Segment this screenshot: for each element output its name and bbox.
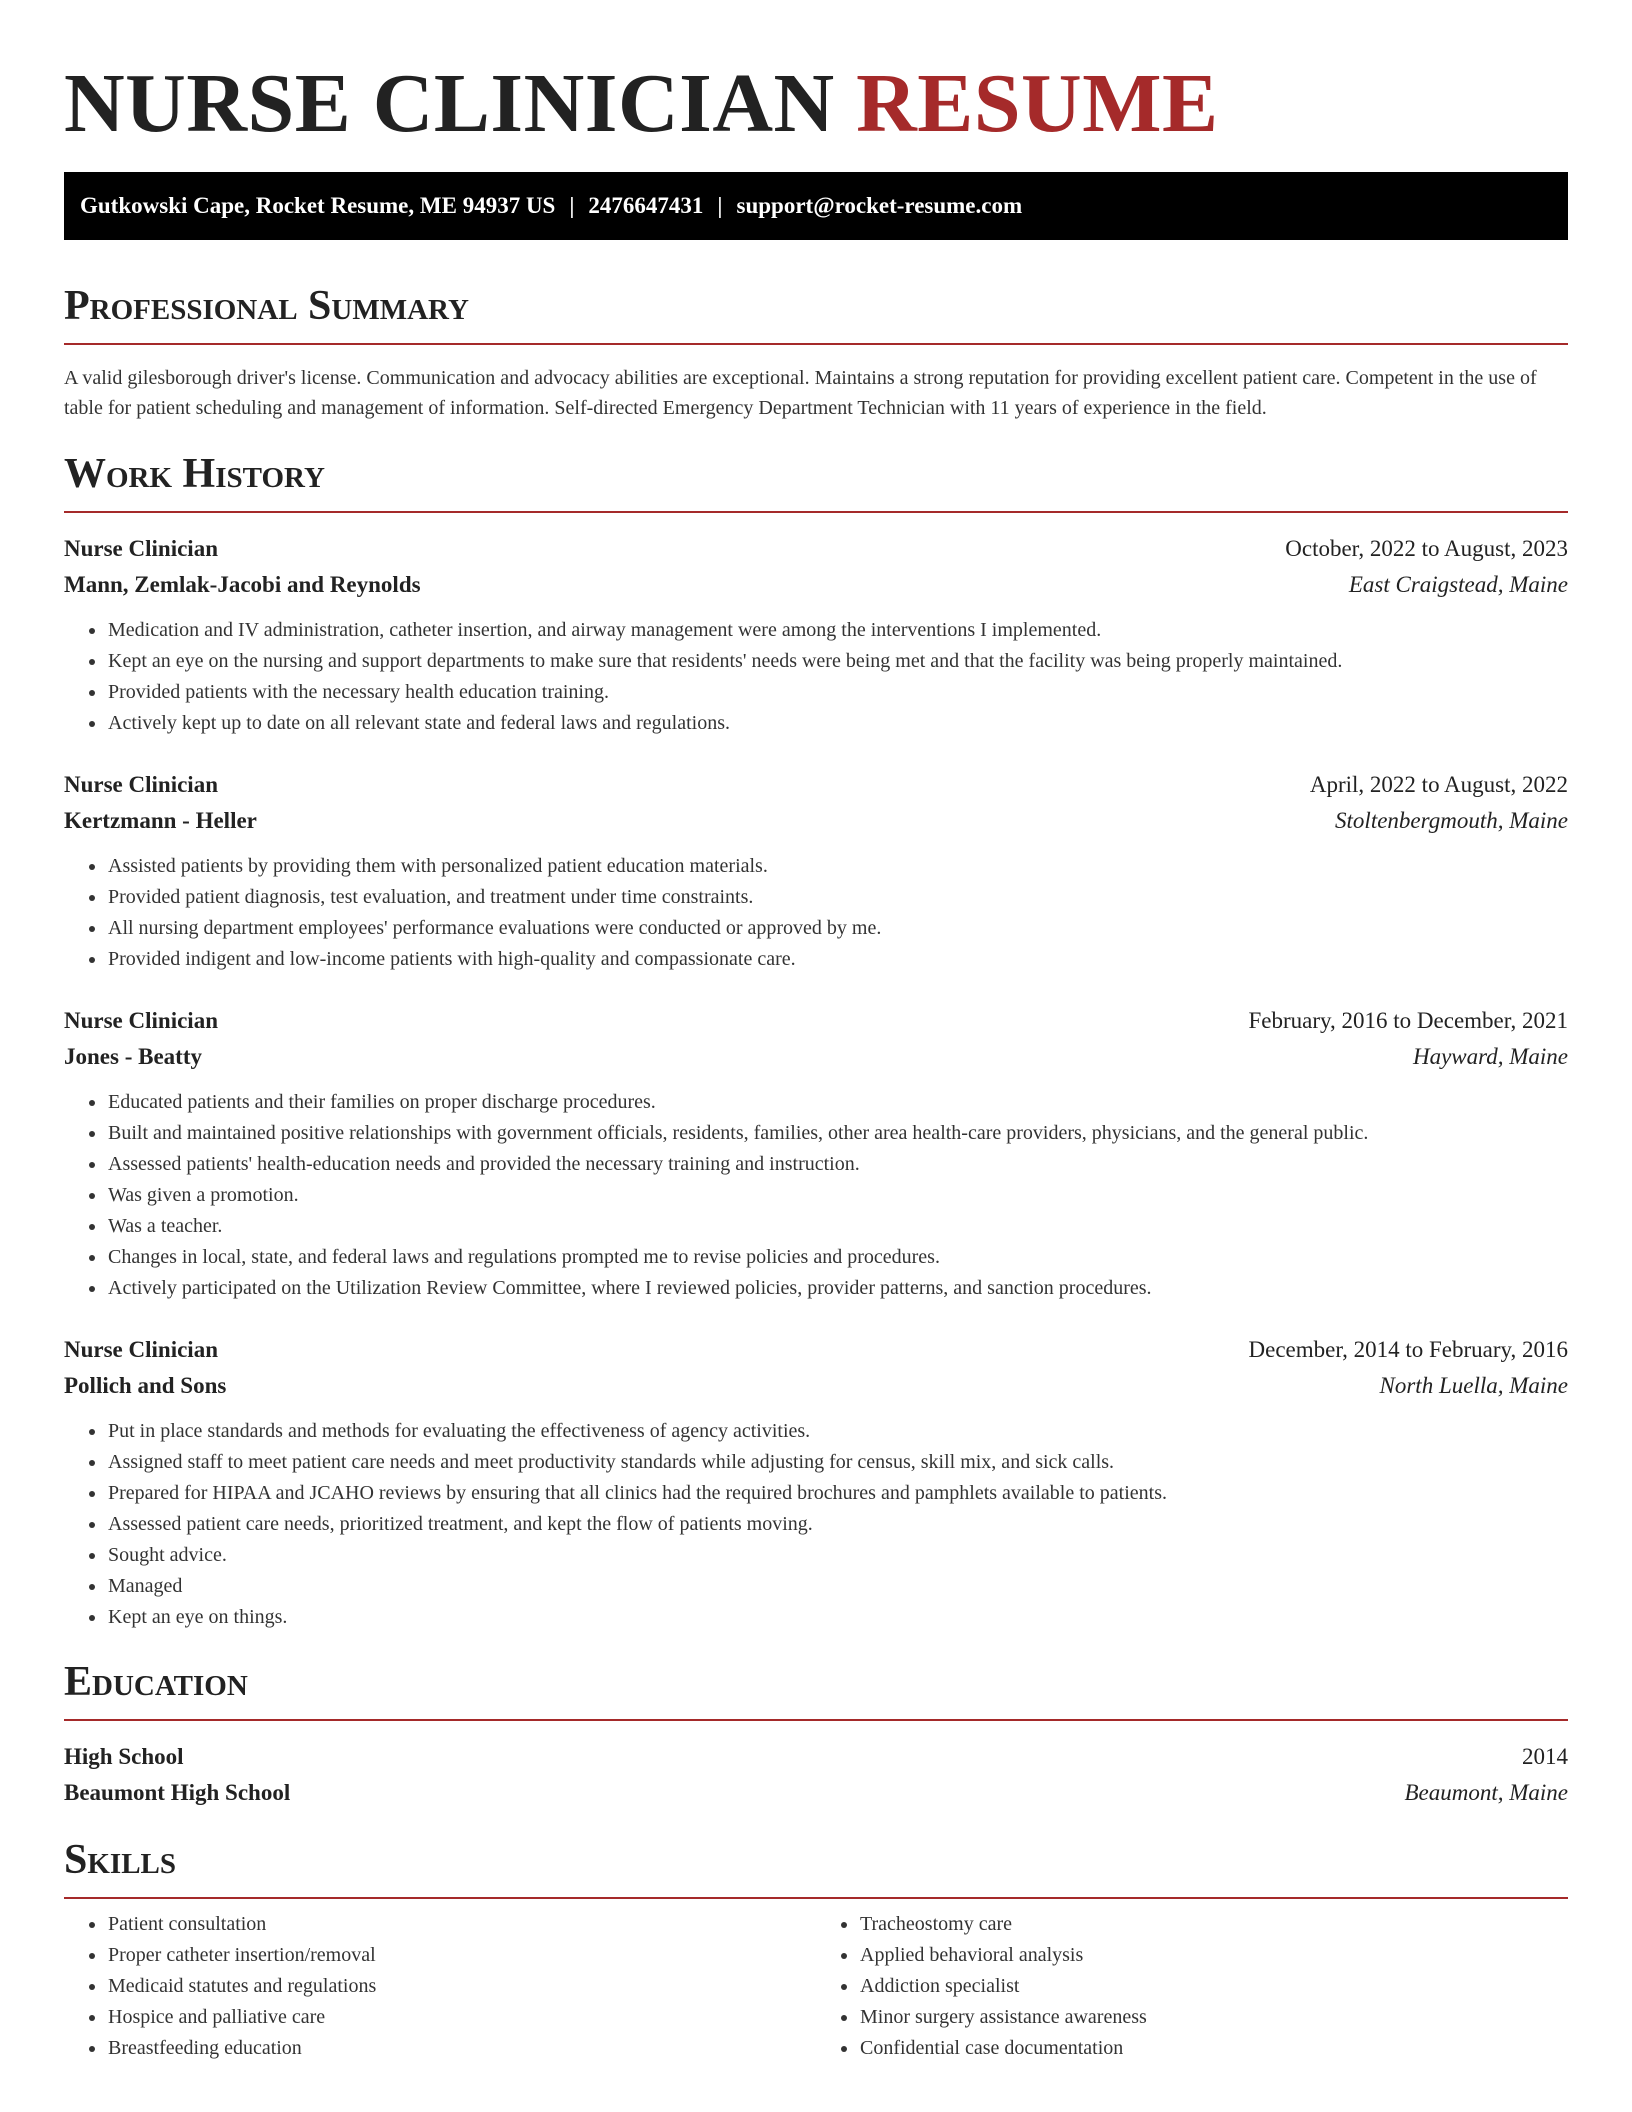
list-item: • Provided patients with the necessary health education training. (107, 677, 1568, 708)
job-header-row (64, 767, 1568, 803)
list-item: • Managed (107, 1571, 1568, 1602)
job-company-row (64, 1039, 1568, 1075)
skill-item: • Applied behavioral analysis (859, 1940, 1568, 1971)
title-main: NURSE CLINICIAN (64, 57, 835, 150)
education-school: Beaumont High School (64, 1780, 291, 1805)
contact-separator: | (569, 193, 575, 218)
list-item: • Provided patient diagnosis, test evaluation, and treatment under time constraints. (107, 882, 1568, 913)
job-title: Nurse Clinician (64, 1337, 218, 1362)
job-company: Mann, Zemlak-Jacobi and Reynolds (64, 572, 421, 597)
work-history-section (64, 449, 1568, 1633)
title-accent: RESUME (856, 57, 1219, 150)
job-header-row (64, 1332, 1568, 1368)
job-entry (64, 1332, 1568, 1633)
job-dates: April, 2022 to August, 2022 (1309, 772, 1568, 797)
contact-bar (64, 172, 1568, 240)
skill-item: • Proper catheter insertion/removal (107, 1940, 816, 1971)
list-item: • Sought advice. (107, 1540, 1568, 1571)
job-title: Nurse Clinician (64, 536, 218, 561)
job-location: Hayward, Maine (1412, 1044, 1568, 1069)
list-item: • Was a teacher. (107, 1211, 1568, 1242)
job-company: Jones - Beatty (64, 1044, 202, 1069)
list-item: • Actively kept up to date on all relevant state and federal laws and regulations. (107, 708, 1568, 739)
page-title (64, 0, 1568, 154)
job-company: Pollich and Sons (64, 1373, 227, 1398)
job-company-row (64, 567, 1568, 603)
contact-phone[interactable]: 2476647431 (588, 193, 704, 218)
job-dates: February, 2016 to December, 2021 (1248, 1008, 1568, 1033)
job-title: Nurse Clinician (64, 1008, 218, 1033)
education-section (64, 1657, 1568, 1811)
list-item: • Kept an eye on things. (107, 1602, 1568, 1633)
skill-item: • Hospice and palliative care (107, 2002, 816, 2033)
job-entry (64, 767, 1568, 975)
job-company-row (64, 803, 1568, 839)
job-bullets (64, 615, 1568, 739)
job-bullets (64, 1087, 1568, 1304)
job-location: North Luella, Maine (1379, 1373, 1568, 1398)
job-dates: December, 2014 to February, 2016 (1248, 1337, 1568, 1362)
section-heading-summary: Professional Summary (64, 281, 1568, 345)
list-item: • Assessed patient care needs, prioritized treatment, and kept the flow of patients moving. (107, 1509, 1568, 1540)
list-item: • Assessed patients' health-education needs and provided the necessary training and instruction. (107, 1149, 1568, 1180)
job-location: Stoltenbergmouth, Maine (1335, 808, 1568, 833)
skill-item: • Medicaid statutes and regulations (107, 1971, 816, 2002)
list-item: • All nursing department employees' performance evaluations were conducted or approved by me. (107, 913, 1568, 944)
education-header-row (64, 1739, 1568, 1775)
job-header-row (64, 1003, 1568, 1039)
skill-item: • Minor surgery assistance awareness (859, 2002, 1568, 2033)
job-bullets (64, 1416, 1568, 1633)
education-year: 2014 (1522, 1744, 1568, 1769)
list-item: • Changes in local, state, and federal laws and regulations prompted me to revise policies and procedures. (107, 1242, 1568, 1273)
section-heading-work-history: Work History (64, 449, 1568, 513)
list-item: • Educated patients and their families on proper discharge procedures. (107, 1087, 1568, 1118)
skills-section (64, 1835, 1568, 2064)
list-item: • Built and maintained positive relationships with government officials, residents, families, other area health-care providers, physicians, and the general public. (107, 1118, 1568, 1149)
job-location: East Craigstead, Maine (1348, 572, 1568, 597)
skill-item: • Patient consultation (107, 1909, 816, 1940)
job-entry (64, 1003, 1568, 1304)
section-heading-education: Education (64, 1657, 1568, 1721)
list-item: • Put in place standards and methods for evaluating the effectiveness of agency activities. (107, 1416, 1568, 1447)
education-location: Beaumont, Maine (1404, 1780, 1568, 1805)
skill-item: • Breastfeeding education (107, 2033, 816, 2064)
list-item: • Provided indigent and low-income patients with high-quality and compassionate care. (107, 944, 1568, 975)
contact-email[interactable]: support@rocket-resume.com (736, 193, 1023, 218)
list-item: • Was given a promotion. (107, 1180, 1568, 1211)
list-item: • Actively participated on the Utilization Review Committee, where I reviewed policies, provider patterns, and sanction procedures. (107, 1273, 1568, 1304)
job-entry (64, 531, 1568, 739)
list-item: • Assisted patients by providing them with personalized patient education materials. (107, 851, 1568, 882)
section-heading-skills: Skills (64, 1835, 1568, 1899)
skills-list-left (64, 1909, 816, 2064)
education-degree: High School (64, 1744, 184, 1769)
job-title: Nurse Clinician (64, 772, 218, 797)
summary-text: A valid gilesborough driver's license. Communication and advocacy abilities are exceptional. Maintains a strong reputation for providing excellent patient care. Competent in the use of table for patient scheduling and management of information. Self-directed Emergency Department Technician with 11 years of experience in the field. (64, 367, 1537, 419)
skill-item: • Tracheostomy care (859, 1909, 1568, 1940)
education-entry (64, 1739, 1568, 1811)
list-item: • Kept an eye on the nursing and support departments to make sure that residents' needs were being met and that the facility was being properly maintained. (107, 646, 1568, 677)
skill-item: • Addiction specialist (859, 1971, 1568, 2002)
contact-address: Gutkowski Cape, Rocket Resume, ME 94937 US (80, 193, 556, 218)
job-dates: October, 2022 to August, 2023 (1285, 536, 1568, 561)
job-header-row (64, 531, 1568, 567)
list-item: • Prepared for HIPAA and JCAHO reviews by ensuring that all clinics had the required brochures and pamphlets available to patients. (107, 1478, 1568, 1509)
list-item: • Medication and IV administration, catheter insertion, and airway management were among the interventions I implemented. (107, 615, 1568, 646)
skills-grid (64, 1909, 1568, 2064)
job-company: Kertzmann - Heller (64, 808, 257, 833)
job-company-row (64, 1368, 1568, 1404)
contact-separator: | (717, 193, 723, 218)
skills-list-right (816, 1909, 1568, 2064)
job-bullets (64, 851, 1568, 975)
list-item: • Assigned staff to meet patient care needs and meet productivity standards while adjusting for census, skill mix, and sick calls. (107, 1447, 1568, 1478)
education-school-row (64, 1775, 1568, 1811)
summary-section (64, 281, 1568, 423)
skill-item: • Confidential case documentation (859, 2033, 1568, 2064)
